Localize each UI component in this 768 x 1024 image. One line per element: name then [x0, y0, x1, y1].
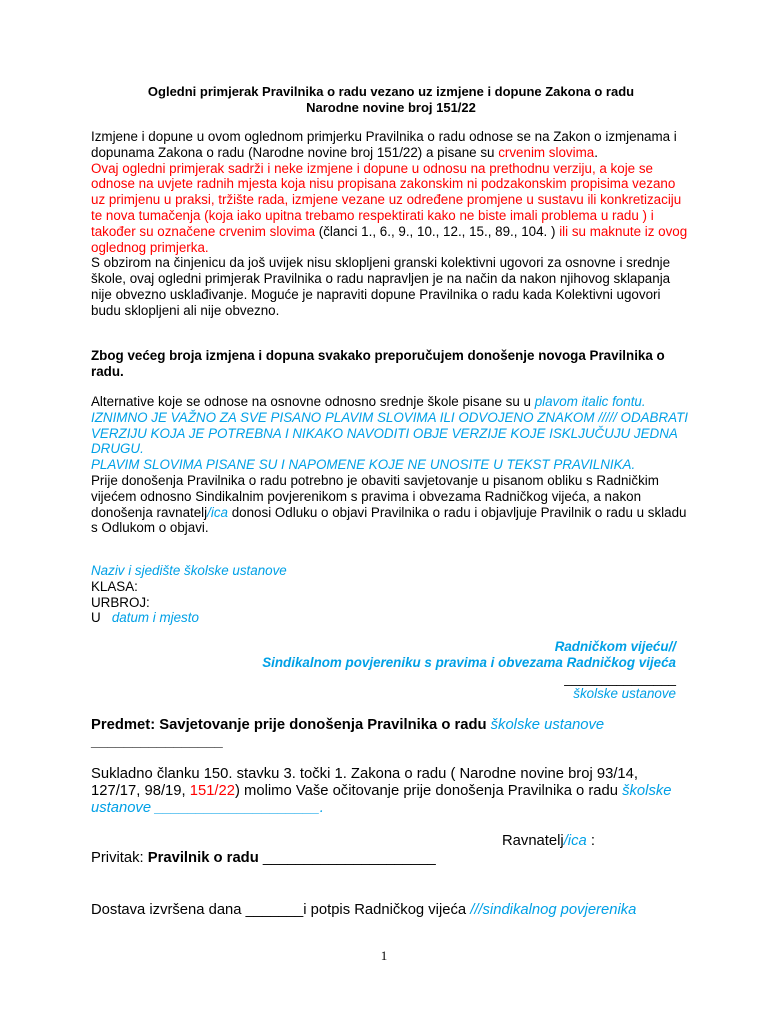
letter-header [91, 563, 691, 626]
recipient-line-2: Sindikalnom povjereniku s pravima i obvezama Radničkog vijeća [262, 654, 676, 670]
red-text: crvenim slovima [498, 144, 595, 160]
urbroj-label: URBROJ: [91, 594, 150, 610]
recipient-line-1: Radničkom vijeću// [554, 639, 676, 654]
alternatives-section [91, 394, 691, 536]
red-text: Ovaj ogledni primjerak sadrži i neke izmjene i dopune u odnosu na prethodnu verziju, a koje se odnose na uvjete radnih mjesta koja nisu propisana zakonskim ni podzakonskim propisima vezano uz primjenu u praksi, tržište rada, izmjene vezane uz određene promjene u sustavu ili konkretizaciju te nova tumačenja (koja iako upitna trebamo respektirati kako ne biste imali problema u radu ) i također su označene crvenim slovima [91, 160, 682, 239]
consultation-note: Prije donošenja Pravilnika o radu potrebno je obaviti savjetovanje u pisanom obliku s Radničkim vijećem odnosno Sindikalnim povjerenikom s pravima i obvezama Radničkog vijeća, a nakon donošenja ravnatelj/ica donosi Odluku o objavi Pravilnika o radu i objavljuje Pravilnik o radu u skladu s Odlukom o objavi. [91, 472, 687, 536]
recipient-school: školske ustanove [573, 686, 676, 702]
document-title [91, 84, 691, 116]
date-line: U datum i mjesto [91, 610, 199, 626]
intro-paragraph-3: S obzirom na činjenicu da još uvijek nisu sklopljeni granski kolektivni ugovori za osnovne i srednje škole, ovaj ogledni primjerak Pravilnika o radu napravljen je na način da nakon njihovog sklapanja nije obvezno usklađivanje. Moguće je napraviti dopune Pravilnika o radu kada Kolektivni ugovori budu sklopljeni ali nije obvezno. [91, 255, 671, 318]
caps-warning-1: IZNIMNO JE VAŽNO ZA SVE PISANO PLAVIM SLOVIMA ILI ODVOJENO ZNAKOM ///// ODABRATI VERZIJU KOJA JE POTREBNA I NIKAKO NAVODITI OBJE VERZIJE KOJE ISKLJUČUJU JEDNA DRUGU. [91, 409, 688, 457]
title-line-2: Narodne novine broj 151/22 [306, 100, 476, 115]
blue-text: plavom italic fontu. [534, 394, 646, 409]
attachment-line: Privitak: Pravilnik o radu _____________________ [91, 850, 436, 866]
date-place: datum i mjesto [111, 610, 199, 626]
institution-name: Naziv i sjedište školske ustanove [91, 563, 287, 578]
caps-warning-2: PLAVIM SLOVIMA PISANE SU I NAPOMENE KOJE NE UNOSITE U TEKST PRAVILNIKA. [91, 457, 636, 473]
alternatives-note: Alternative koje se odnose na osnovne odnosno srednje škole pisane su u plavom italic fontu. [91, 394, 646, 409]
intro-paragraph-2: Ovaj ogledni primjerak sadrži i neke izmjene i dopune u odnosu na prethodnu verziju, a koje se odnose na uvjete radnih mjesta koja nisu propisana zakonskim ni podzakonskim propisima vezano uz primjenu u praksi, tržište rada, izmjene vezane uz određene promjene u sustavu ili konkretizaciju te nova tumačenja (koja iako upitna trebamo respektirati kako ne biste imali problema u radu ) i također su označene crvenim slovima (članci 1., 6., 9., 10., 12., 15., 89., 104. ) ili su maknute iz ovog oglednog primjerka. [91, 160, 688, 255]
body-paragraph: Sukladno članku 150. stavku 3. točki 1. Zakona o radu ( Narodne novine broj 93/14, 127/17, 98/19, 151/22) molimo Vaše očitovanje prije donošenja Pravilnika o radu školske ustanove ____________________. [91, 766, 672, 816]
klasa-label: KLASA: [91, 578, 138, 594]
intro-paragraph-1: Izmjene i dopune u ovom oglednom primjerku Pravilnika o radu odnose se na Zakon o izmjenama i dopunama Zakona o radu (Narodne novine broj 151/22) a pisane su crvenim slovima. [91, 129, 677, 160]
recommendation: Zbog većeg broja izmjena i dopuna svakako preporučujem donošenje novoga Pravilnika o radu. [91, 348, 665, 379]
subject-blank: ________________ [91, 734, 223, 750]
red-text: ili su maknute iz ovog oglednog primjerka. [91, 223, 688, 255]
subject-line: Predmet: Savjetovanje prije donošenja Pravilnika o radu školske ustanove ________________ [91, 717, 691, 751]
delivery-line: Dostava izvršena dana _______i potpis Radničkog vijeća ///sindikalnog povjerenika [91, 902, 637, 918]
recipient-block [91, 639, 676, 702]
page-number: 1 [380, 948, 388, 963]
title-line-1: Ogledni primjerak Pravilnika o radu vezano uz izmjene i dopune Zakona o radu [147, 84, 635, 99]
signature-label: Ravnatelj/ica : [502, 833, 595, 849]
intro-section [91, 129, 691, 319]
recipient-blank: _______________ [564, 670, 676, 686]
